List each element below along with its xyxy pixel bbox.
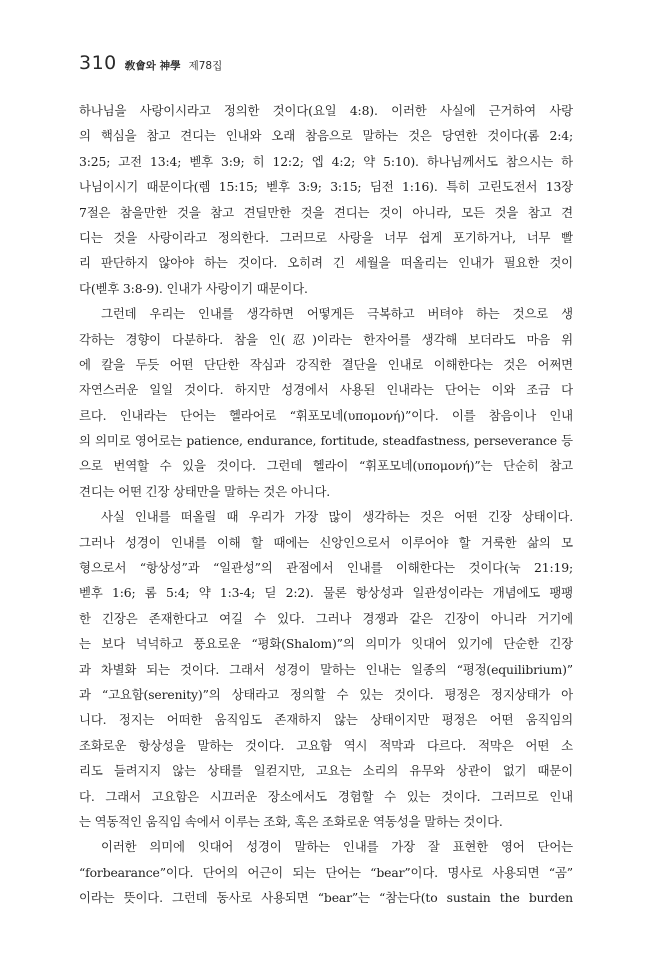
text-line: 벧후 1:6; 롬 5:4; 약 1:3-4; 딛 2:2). 물론 항상성과 일관성이라는 개념에도 팽팽 [79, 585, 573, 601]
text-line: 7절은 참을만한 것을 참고 견딜만한 것을 견디는 것이 아니라, 모든 것을 참고 견 [79, 204, 573, 220]
page-number: 310 [79, 52, 117, 74]
text-line: 니다. 정지는 어떠한 움직임도 존재하지 않는 상태이지만 평정은 어떤 움직임의 [79, 712, 573, 728]
text-line: 한 긴장은 존재한다고 여길 수 있다. 그러나 경쟁과 같은 긴장이 아니라 거기에 [79, 610, 573, 626]
text-line: 자연스러운 일일 것이다. 하지만 성경에서 사용된 인내라는 단어는 이와 조금 다 [79, 382, 573, 398]
text-line: 리도 들려지지 않는 상태를 일컫지만, 고요는 소리의 유무와 상관이 없기 때문이 [79, 763, 573, 779]
text-line: “forbearance”이다. 단어의 어근이 되는 단어는 “bear”이다. 명사로 사용되면 “곰” [79, 864, 573, 880]
text-line: 으로 번역할 수 있을 것이다. 그런데 헬라이 “휘포모네(υπομονή)”는 단순히 참고 [79, 458, 573, 474]
issue-number: 제78집 [188, 60, 223, 72]
text-line: 디는 것을 사랑이라고 정의한다. 그러므로 사랑을 너무 쉽게 포기하거나, 너무 빨 [79, 229, 573, 245]
body-text [79, 98, 573, 911]
text-line: 의 의미로 영어로는 patience, endurance, fortitude, steadfastness, perseverance 등 [79, 433, 573, 449]
text-line: 다. 그래서 고요함은 시끄러운 장소에서도 경험할 수 있는 것이다. 그러므로 인내 [79, 788, 573, 804]
text-line: 이라는 뜻이다. 그런데 동사로 사용되면 “bear”는 “참는다(to sustain the burden [79, 890, 573, 906]
text-line: 각하는 경향이 다분하다. 참을 인(忍)이라는 한자어를 생각해 보더라도 마음 위 [79, 331, 573, 347]
text-line: 에 칼을 두듯 어떤 단단한 작심과 강직한 결단을 인내로 이해한다는 것은 어쩌면 [79, 356, 573, 372]
text-line: 의 핵심을 참고 견디는 인내와 오래 참음으로 말하는 것은 당연한 것이다(롬 2:4; [79, 128, 573, 144]
text-line: 3:25; 고전 13:4; 벧후 3:9; 히 12:2; 엡 4:2; 약 5:10). 하나님께서도 참으시는 하 [79, 153, 573, 169]
text-line: 는 보다 넉넉하고 풍요로운 “평화(Shalom)”의 의미가 잇대어 있기에 단순한 긴장 [79, 636, 573, 652]
text-line: 과 “고요함(serenity)”의 상태라고 정의할 수 있는 것이다. 평정은 정지상태가 아 [79, 686, 573, 702]
text-line: 는 역동적인 움직임 속에서 이루는 조화, 혹은 조화로운 역동성을 말하는 것이다. [79, 813, 503, 829]
text-line: 르다. 인내라는 단어는 헬라어로 “휘포모네(υπομονή)”이다. 이를 참음이나 인내 [79, 407, 573, 423]
text-line: 과 차별화 되는 것이다. 그래서 성경이 말하는 인내는 일종의 “평정(equilibrium)” [79, 661, 573, 677]
text-line: 리 판단하지 않아야 하는 것이다. 오히려 긴 세월을 떠올리는 인내가 필요한 것이 [79, 255, 573, 271]
text-line: 견디는 어떤 긴장 상태만을 말하는 것은 아니다. [79, 483, 331, 499]
text-line: 사실 인내를 떠올릴 때 우리가 가장 많이 생각하는 것은 어떤 긴장 상태이다. [101, 509, 573, 525]
text-line: 조화로운 항상성을 말하는 것이다. 고요함 역시 적막과 다르다. 적막은 어떤 소 [79, 737, 573, 753]
journal-title: 敎會와 神學 [124, 60, 181, 72]
text-line: 형으로서 “항상성”과 “일관성”의 관점에서 인내를 이해한다는 것이다(눅 21:19; [79, 560, 573, 576]
text-line: 그러나 성경이 인내를 이해 할 때에는 신앙인으로서 이루어야 할 거룩한 삶의 모 [79, 534, 573, 550]
text-line: 그런데 우리는 인내를 생각하면 어떻게든 극복하고 버텨야 하는 것으로 생 [101, 306, 573, 322]
text-line: 하나님을 사랑이시라고 정의한 것이다(요일 4:8). 이러한 사실에 근거하여 사랑 [79, 103, 573, 118]
running-header [79, 52, 222, 74]
text-line: 나님이시기 때문이다(렘 15:15; 벧후 3:9; 3:15; 딤전 1:16). 특히 고린도전서 13장 [79, 179, 573, 195]
text-line: 다(벧후 3:8-9). 인내가 사랑이기 때문이다. [79, 280, 308, 296]
text-line: 이러한 의미에 잇대어 성경이 말하는 인내를 가장 잘 표현한 영어 단어는 [101, 839, 573, 855]
